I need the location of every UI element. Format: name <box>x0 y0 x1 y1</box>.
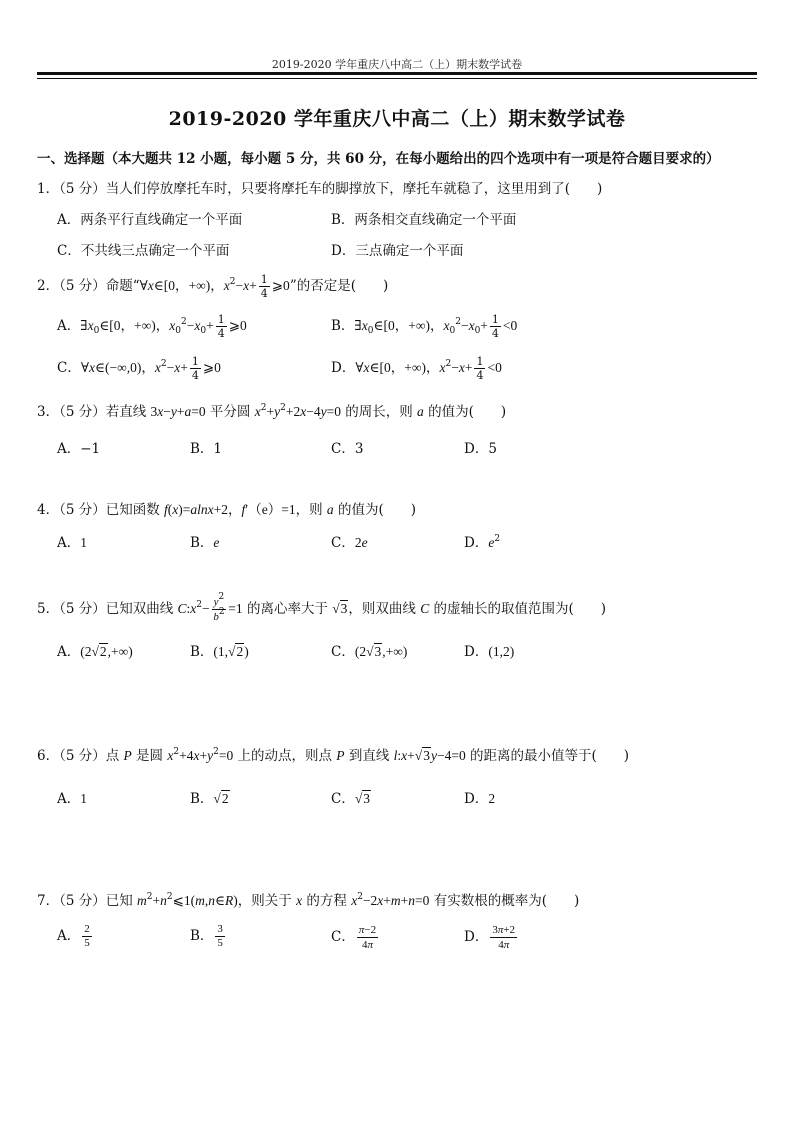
question-5-option-a: A．(2√2,+∞) <box>57 644 133 660</box>
question-4-option-b: B．e <box>190 535 220 551</box>
question-6-option-b: B．√2 <box>190 791 229 807</box>
question-4-option-a: A．1 <box>57 535 87 551</box>
question-2-option-d: D．∀x∈[0，+∞)，$x^2-x+$ $\frac{1}{4}$ <0 <box>331 355 502 382</box>
question-7-option-a: A． $\frac{2}{5}$ <box>57 923 90 949</box>
section-heading: 一、选择题（本大题共 12 小题，每小题 5 分，共 60 分，在每小题给出的四个选项中有一项是符合题目要求的） <box>37 151 720 167</box>
question-3-option-b: B．1 <box>190 441 223 457</box>
question-6-stem: 6．（5 分）点 P 是圆 $x^2+4x+y^2=0$ 上的动点，则点 P 到直线 l:x+√3y−4=0 的距离的最小值等于( ) <box>37 747 630 764</box>
header-rule-thin <box>37 78 757 79</box>
question-4-option-c: C．2e <box>331 535 368 551</box>
question-1-stem: 1．（5 分）当人们停放摩托车时，只要将摩托车的脚撑放下，摩托车就稳了，这里用到了( ) <box>37 181 603 197</box>
question-3-option-c: C．3 <box>331 441 364 457</box>
question-6-option-a: A．1 <box>57 791 87 807</box>
question-6-option-d: D．2 <box>464 791 496 807</box>
question-6-option-c: C．√3 <box>331 791 371 807</box>
question-4-option-d: D．$e^2$ <box>464 534 501 551</box>
question-2-stem: 2．（5 分）命题“∀x∈[0，+∞)，$x^2-x+$ $\frac{1}{4}$ ⩾0”的否定是( ) <box>37 273 389 300</box>
question-3-option-a: A．−1 <box>57 441 101 457</box>
question-2-option-c: C．∀x∈(−∞,0)，$x^2-x+$ $\frac{1}{4}$ ⩾0 <box>57 355 221 382</box>
question-5-stem: 5．（5 分）已知双曲线 $C:x^2-$ $\frac{y^2}{b^2}$ =1 的离心率大于 √3，则双曲线 C 的虚轴长的取值范围为( ) <box>37 592 607 623</box>
question-1-option-b: B．两条相交直线确定一个平面 <box>331 212 517 228</box>
running-header: 2019-2020 学年重庆八中高二（上）期末数学试卷 <box>271 58 523 71</box>
page-title: 2019-2020 学年重庆八中高二（上）期末数学试卷 <box>168 108 626 130</box>
header-rule-thick <box>37 72 757 75</box>
question-7-option-d: D． $\frac{3\pi+2}{4\pi}$ <box>464 924 516 951</box>
question-5-option-b: B．(1,√2) <box>190 644 249 660</box>
question-5-option-c: C．(2√3,+∞) <box>331 644 408 660</box>
question-2-option-a: A．$\exists x_0\in[0$，+∞)，$x_0^2-x_0+$ $\frac{1}{4}$ ⩾0 <box>57 313 247 340</box>
question-5-option-d: D．(1,2) <box>464 644 515 660</box>
question-1-option-d: D．三点确定一个平面 <box>331 243 464 259</box>
question-2-option-b: B．$\exists x_0\in[0$，+∞)，$x_0^2-x_0+$ $\frac{1}{4}$ <0 <box>331 313 518 340</box>
question-1-option-a: A．两条平行直线确定一个平面 <box>57 212 243 228</box>
question-7-option-b: B． $\frac{3}{5}$ <box>190 923 223 949</box>
question-7-option-c: C． $\frac{\pi-2}{4\pi}$ <box>331 924 377 951</box>
question-4-stem: 4．（5 分）已知函数 f(x)=alnx+2，f′（e）=1，则 a 的值为( ) <box>37 502 416 518</box>
question-1-option-c: C．不共线三点确定一个平面 <box>57 243 230 259</box>
question-3-stem: 3．（5 分）若直线 3x−y+a=0 平分圆 $x^2+y^2+2x-4y=0$ 的周长，则 a 的值为( ) <box>37 403 507 420</box>
question-3-option-d: D．5 <box>464 441 497 457</box>
question-7-stem: 7．（5 分）已知 $m^2+n^2⩽1(m,n\in R)$，则关于 x 的方程 $x^2-2x+m+n=0$ 有实数根的概率为( ) <box>37 892 580 909</box>
